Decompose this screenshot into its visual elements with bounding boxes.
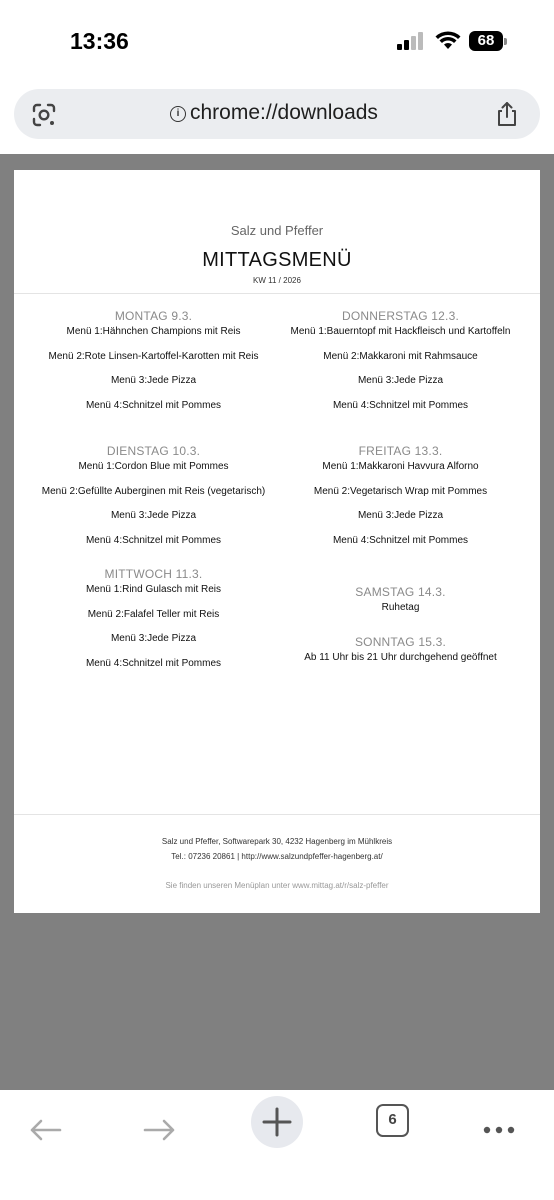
menu-item: Menü 1:Hähnchen Champions mit Reis (66, 326, 241, 337)
forward-button[interactable] (135, 1105, 185, 1155)
menu-item: Menü 2:Falafel Teller mit Reis (87, 608, 220, 620)
new-tab-button[interactable] (251, 1096, 303, 1148)
menu-column-left (41, 309, 266, 690)
menu-item: Menü 3:Jede Pizza (110, 633, 197, 644)
menu-item: Menü 2:Gefüllte Auberginen mit Reis (vegetarisch) (41, 485, 266, 497)
menu-item: Menü 3:Jede Pizza (357, 510, 444, 521)
google-lens-icon[interactable] (31, 102, 57, 128)
day-heading: SAMSTAG 14.3. (355, 585, 446, 599)
day-block (41, 444, 266, 547)
day-block (288, 635, 513, 665)
more-menu-button[interactable] (474, 1105, 524, 1155)
menu-item: Menü 4:Schnitzel mit Pommes (332, 534, 469, 546)
menu-item: Menü 1:Cordon Blue mit Pommes (78, 461, 229, 472)
plus-icon (251, 1096, 303, 1148)
wifi-icon (435, 30, 461, 50)
menu-item: Menü 1:Makkaroni Havvura Alforno (322, 461, 479, 472)
url-text[interactable]: chrome://downloads (190, 101, 378, 124)
menu-item: Menü 4:Schnitzel mit Pommes (85, 657, 222, 669)
menu-item: Menü 3:Jede Pizza (110, 375, 197, 386)
footer-divider (14, 814, 540, 815)
back-arrow-icon (28, 1118, 62, 1142)
day-heading: FREITAG 13.3. (358, 444, 443, 458)
pdf-page (14, 170, 540, 913)
share-icon[interactable] (495, 101, 519, 127)
menu-item: Menü 2:Vegetarisch Wrap mit Pommes (313, 485, 488, 497)
footer-address: Salz und Pfeffer, Softwarepark 30, 4232 Hagenberg im Mühlkreis (161, 837, 393, 846)
menu-item: Menü 2:Rote Linsen-Kartoffel-Karotten mit Reis (48, 350, 259, 362)
menu-item: Menü 2:Makkaroni mit Rahmsauce (323, 350, 478, 362)
menu-item: Menü 4:Schnitzel mit Pommes (332, 399, 469, 411)
status-bar (0, 0, 554, 82)
restaurant-name: Salz und Pfeffer (230, 223, 324, 238)
menu-item: Menü 4:Schnitzel mit Pommes (85, 534, 222, 546)
day-block (288, 585, 513, 615)
tab-switcher-button[interactable]: 6 (376, 1104, 409, 1137)
menu-item: Menü 3:Jede Pizza (357, 375, 444, 386)
day-heading: SONNTAG 15.3. (354, 634, 447, 649)
day-block (288, 309, 513, 412)
footer-contact: Tel.: 07236 20861 | http://www.salzundpfeffer-hagenberg.at/ (171, 852, 383, 861)
battery-icon (469, 31, 507, 51)
status-time: 13:36 (70, 28, 129, 54)
address-bar[interactable] (14, 89, 540, 139)
pdf-viewer[interactable] (0, 154, 554, 1090)
day-heading: DONNERSTAG 12.3. (341, 309, 459, 323)
forward-arrow-icon (143, 1118, 177, 1142)
footer-note: Sie finden unseren Menüplan unter www.mittag.at/r/salz-pfeffer (165, 881, 389, 890)
menu-item: Menü 1:Bauerntopf mit Hackfleisch und Kartoffeln (290, 326, 511, 337)
battery-level: 68 (469, 31, 503, 51)
calendar-week: KW 11 / 2026 (253, 276, 301, 285)
info-icon[interactable]: i (170, 106, 186, 122)
more-dots-icon (482, 1125, 516, 1135)
menu-item: Ruhetag (381, 602, 420, 613)
menu-item: Menü 3:Jede Pizza (110, 510, 197, 521)
day-heading: MITTWOCH 11.3. (104, 567, 203, 581)
menu-item: Menü 4:Schnitzel mit Pommes (85, 399, 222, 411)
menu-item: Menü 1:Rind Gulasch mit Reis (85, 584, 222, 595)
menu-item: Ab 11 Uhr bis 21 Uhr durchgehend geöffnet (304, 651, 497, 663)
day-heading: DIENSTAG 10.3. (106, 444, 201, 458)
day-heading: MONTAG 9.3. (114, 309, 193, 323)
header-divider (14, 293, 540, 294)
day-block (288, 444, 513, 547)
day-block (41, 567, 266, 670)
menu-title: MITTAGSMENÜ (202, 249, 352, 271)
menu-column-right (288, 309, 513, 684)
bottom-toolbar (0, 1090, 554, 1200)
cellular-signal-icon (397, 32, 425, 50)
day-block (41, 309, 266, 412)
back-button[interactable] (20, 1105, 70, 1155)
